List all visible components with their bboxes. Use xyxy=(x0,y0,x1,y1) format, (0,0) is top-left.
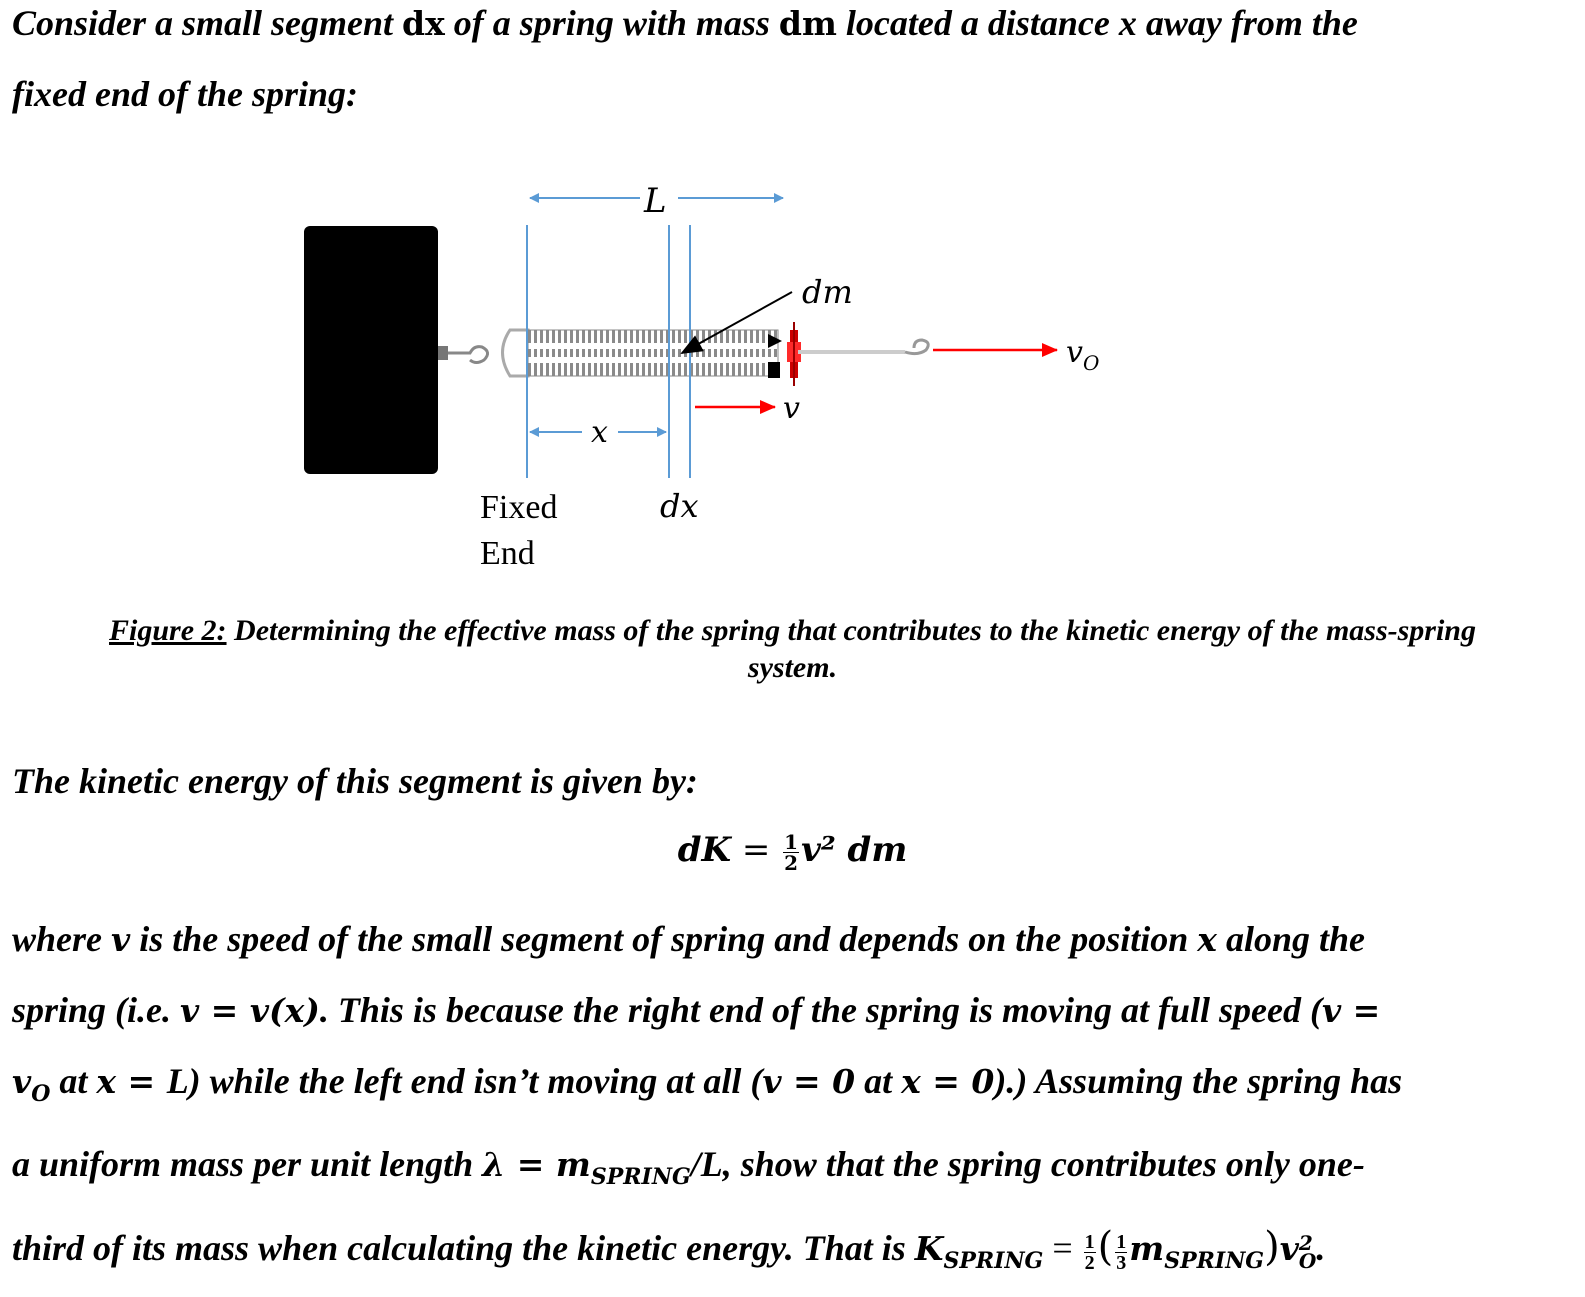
fraction-half: $\frac{1}{2}$ xyxy=(784,829,799,875)
equation-dk: dK = $\frac{1}{2}$ v² dm xyxy=(677,829,908,875)
label-x: x xyxy=(591,415,608,450)
body-line-3: $v_O$ at x = L) while the left end isn’t moving at all (v = 0 at x = 0).) Assuming the spring has xyxy=(12,1061,1403,1108)
right-hook xyxy=(798,340,928,354)
body-line-1: where v is the speed of the small segment of spring and depends on the position x along the xyxy=(12,919,1365,959)
label-v: v xyxy=(783,391,800,426)
label-L: L xyxy=(644,181,667,221)
intro-paragraph xyxy=(12,0,1572,129)
fraction-half-2: $\frac{1}{2}$ xyxy=(1084,1230,1095,1274)
caption-label: Figure 2: xyxy=(109,614,227,647)
dm-symbol: dm xyxy=(778,4,837,43)
intro-line-1: Consider a small segment dx of a spring with mass dm located a distance x away from the xyxy=(12,3,1358,43)
left-hook xyxy=(438,330,528,376)
label-fixed: Fixed xyxy=(480,489,558,526)
label-dm: dm xyxy=(802,273,853,311)
label-end: End xyxy=(480,535,535,572)
caption-line-1: Figure 2: Determining the effective mass of the spring that contributes to the kinetic energy of the mass-spring xyxy=(109,614,1476,647)
body-line-5: third of its mass when calculating the kinetic energy. That is $K_{SPRING}$ = $\frac{1}{2}$ ( $\frac{1}{3}$ $m_{SPRING})v$ 2 O . xyxy=(12,1224,1326,1275)
spring-diagram xyxy=(0,150,1585,590)
label-vo: $v_O$ xyxy=(1066,335,1100,375)
ke-heading: The kinetic energy of this segment is given by: xyxy=(12,761,698,801)
caption-line-2: system. xyxy=(747,651,838,684)
body-line-2: spring (i.e. v = v(x). This is because the right end of the spring is moving at full speed (v = xyxy=(12,990,1381,1030)
fixed-wall xyxy=(304,226,438,474)
body-line-4: a uniform mass per unit length $\lambda = m_{SPRING}/L$, show that the spring contributes only one- xyxy=(12,1144,1365,1191)
body-paragraph xyxy=(12,904,1572,1297)
fraction-third: $\frac{1}{3}$ xyxy=(1116,1230,1127,1274)
spring-coil xyxy=(528,330,782,378)
figure-caption xyxy=(20,612,1565,686)
label-dx: dx xyxy=(660,487,699,525)
dx-symbol: dx xyxy=(402,4,445,43)
intro-line-2: fixed end of the spring: xyxy=(12,74,358,114)
